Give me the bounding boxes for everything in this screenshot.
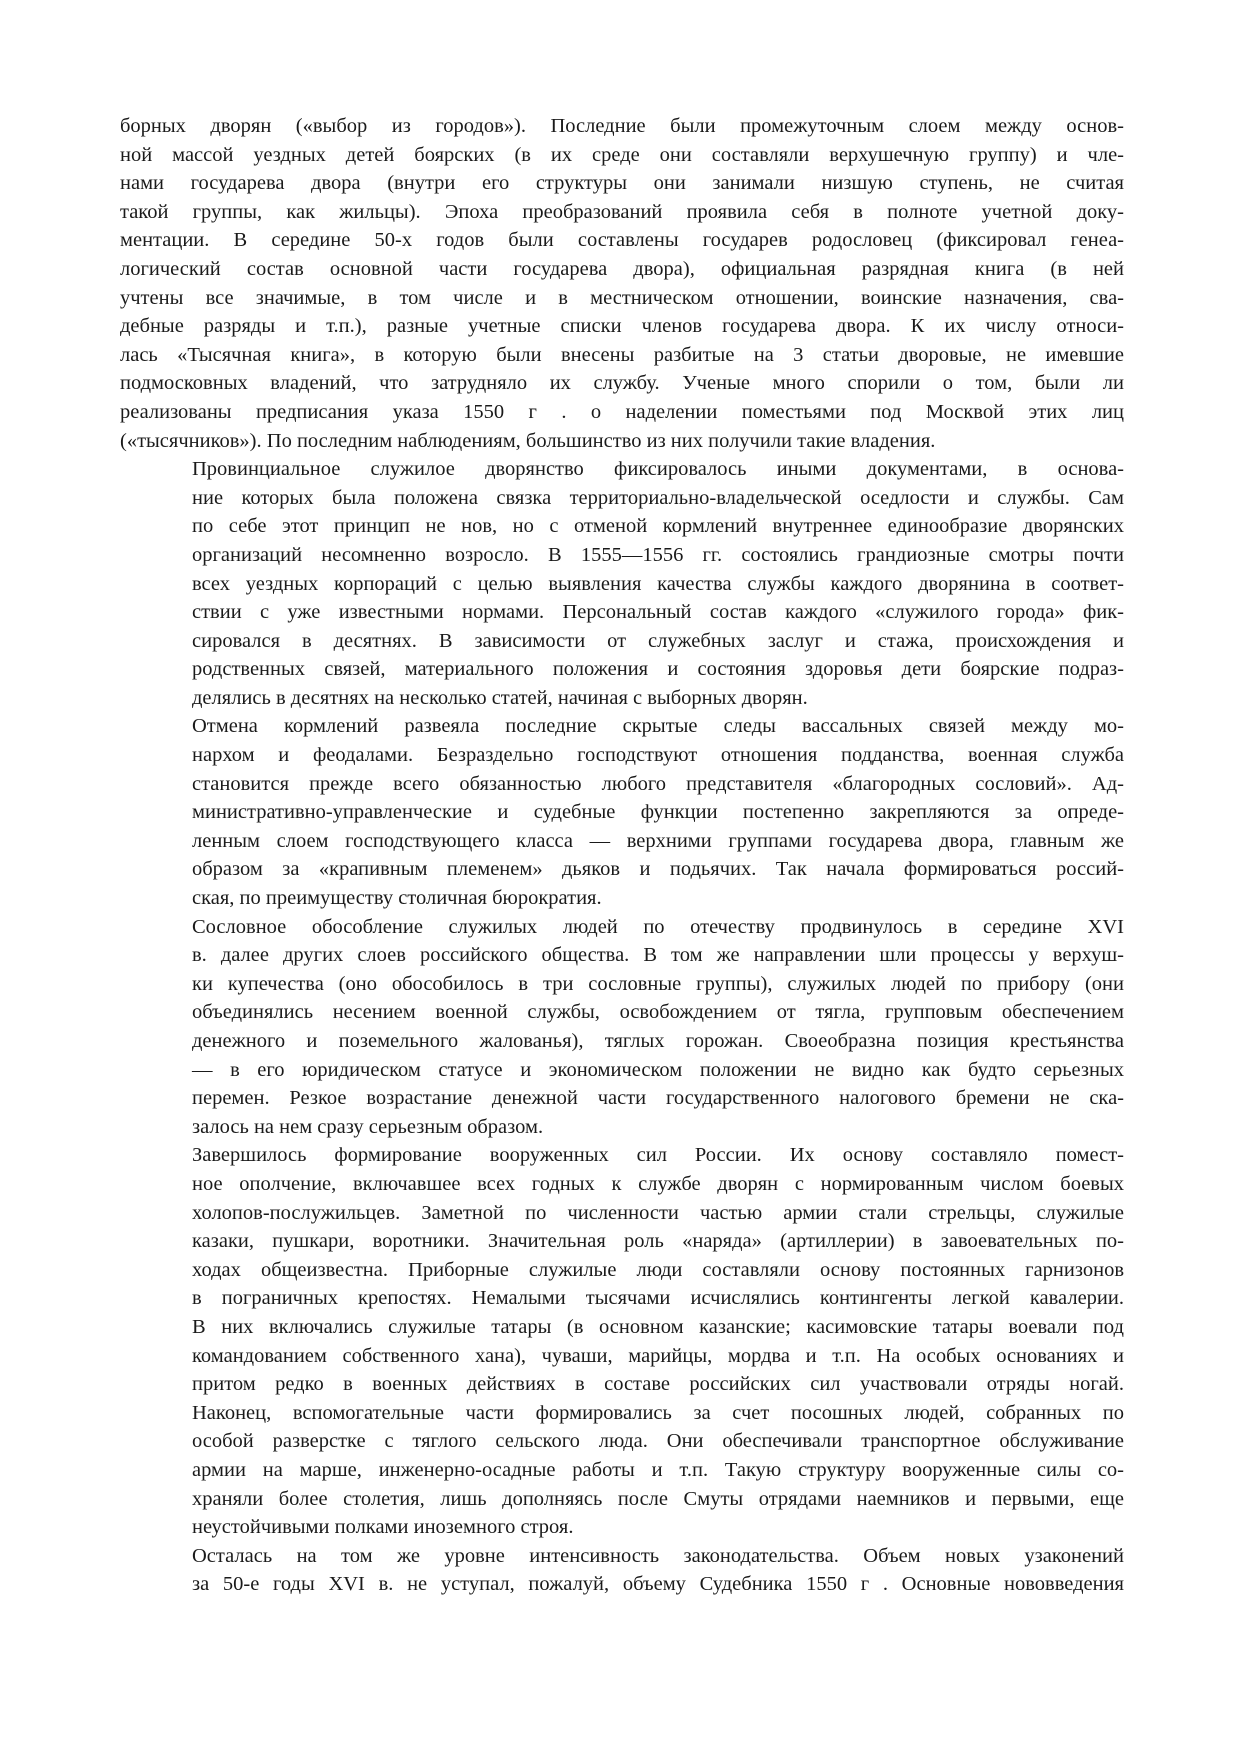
document-page [120, 112, 1124, 1599]
text-line: лась «Тысячная книга», в которую были внесены разбитые на 3 статьи дворовые, не имевшие [120, 343, 1124, 366]
text-line: неустойчивыми полками иноземного строя. [192, 1516, 574, 1539]
text-line: всех уездных корпораций с целью выявления качества службы каждого дворянина в соответ- [192, 572, 1124, 595]
paragraph [120, 712, 1124, 912]
text-line: ной массой уездных детей боярских (в их среде они составляли верхушечную группу) и чле- [120, 143, 1124, 166]
text-line: нами государева двора (внутри его структуры они занимали низшую ступень, не считая [120, 172, 1124, 195]
text-line: армии на марше, инженерно-осадные работы и т.п. Такую структуру вооруженные силы со- [192, 1458, 1124, 1481]
text-line: ходах общеизвестна. Приборные служилые люди составляли основу постоянных гарнизонов [192, 1258, 1124, 1281]
text-line: организаций несомненно возросло. В 1555—1556 гг. состоялись грандиозные смотры почти [192, 543, 1124, 566]
text-line: особой разверстке с тяглого сельского люда. Они обеспечивали транспортное обслуживание [192, 1430, 1124, 1453]
text-line: перемен. Резкое возрастание денежной части государственного налогового бремени не ска- [192, 1087, 1124, 1110]
text-line: реализованы предписания указа 1550 г . о наделении поместьями под Москвой этих лиц [120, 400, 1124, 423]
paragraph [120, 112, 1124, 455]
text-line: родственных связей, материального положения и состояния здоровья дети боярские подраз- [192, 658, 1124, 681]
text-line: командованием собственного хана), чуваши, марийцы, мордва и т.п. На особых основаниях и [192, 1344, 1124, 1367]
text-line: холопов-послужильцев. Заметной по численности частью армии стали стрельцы, служилые [192, 1201, 1124, 1224]
text-line: казаки, пушкари, воротники. Значительная роль «наряда» (артиллерии) в завоевательных по- [192, 1230, 1124, 1253]
text-line: ки купечества (оно обособилось в три сословные группы), служилых людей по прибору (они [192, 972, 1124, 995]
text-line: по себе этот принцип не нов, но с отменой кормлений внутреннее единообразие дворянских [192, 515, 1124, 538]
document-body [120, 112, 1124, 1599]
text-line: борных дворян («выбор из городов»). Последние были промежуточным слоем между основ- [120, 115, 1124, 137]
text-line: Провинциальное служилое дворянство фиксировалось иными документами, в основа- [192, 458, 1124, 481]
text-line: за 50-е годы XVI в. не уступал, пожалуй, объему Судебника 1550 г . Основные нововведения [192, 1573, 1124, 1596]
text-line: логический состав основной части государева двора), официальная разрядная книга (в ней [120, 257, 1124, 280]
text-line: Отмена кормлений развеяла последние скрытые следы вассальных связей между мо- [192, 715, 1124, 738]
paragraph [120, 1141, 1124, 1541]
text-line: Сословное обособление служилых людей по отечеству продвинулось в середине XVI [192, 915, 1124, 938]
text-line: Осталась на том же уровне интенсивность законодательства. Объем новых узаконений [192, 1544, 1124, 1567]
text-line: денежного и поземельного жалованья), тяглых горожан. Своеобразна позиция крестьянства [192, 1030, 1124, 1052]
text-line: ская, по преимуществу столичная бюрократия. [192, 887, 602, 910]
text-line: объединялись несением военной службы, освобождением от тягла, групповым обеспечением [192, 1001, 1124, 1024]
text-line: становится прежде всего обязанностью любого представителя «благородных сословий». Ад- [192, 772, 1124, 795]
text-line: образом за «крапивным племенем» дьяков и подьячих. Так начала формироваться россий- [192, 858, 1124, 881]
text-line: в. далее других слоев российского общества. В том же направлении шли процессы у верхуш- [192, 944, 1124, 967]
text-line: («тысячников»). По последним наблюдениям, большинство из них получили такие владения. [120, 429, 936, 452]
text-line: нархом и феодалами. Безраздельно господствуют отношения подданства, военная служба [192, 744, 1124, 767]
text-line: дебные разряды и т.п.), разные учетные списки членов государева двора. К их числу относи- [120, 315, 1124, 338]
text-line: ние которых была положена связка территориально-владельческой оседлости и службы. Сам [192, 486, 1124, 509]
text-line: сировался в десятнях. В зависимости от служебных заслуг и стажа, происхождения и [192, 629, 1124, 652]
text-line: ное ополчение, включавшее всех годных к службе дворян с нормированным числом боевых [192, 1172, 1124, 1195]
text-line: залось на нем сразу серьезным образом. [192, 1115, 544, 1138]
paragraph [120, 913, 1124, 1142]
text-line: ментации. В середине 50-х годов были составлены государев родословец (фиксировал генеа- [120, 229, 1124, 252]
text-line: Наконец, вспомогательные части формировались за счет посошных людей, собранных по [192, 1401, 1124, 1424]
text-line: Завершилось формирование вооруженных сил России. Их основу составляло помест- [192, 1144, 1124, 1167]
text-line: подмосковных владений, что затрудняло их службу. Ученые много спорили о том, были ли [120, 372, 1124, 395]
text-line: учтены все значимые, в том числе и в местническом отношении, воинские назначения, сва- [120, 286, 1124, 309]
text-line: такой группы, как жильцы). Эпоха преобразований проявила себя в полноте учетной доку- [120, 200, 1124, 223]
text-line: В них включались служилые татары (в основном казанские; касимовские татары воевали под [192, 1315, 1124, 1338]
text-line: ствии с уже известными нормами. Персональный состав каждого «служилого города» фик- [192, 601, 1124, 624]
text-line: притом редко в военных действиях в составе российских сил участвовали отряды ногай. [192, 1373, 1124, 1396]
paragraph [120, 1542, 1124, 1599]
text-line: ленным слоем господствующего класса — верхними группами государева двора, главным же [192, 829, 1124, 852]
text-line: — в его юридическом статусе и экономическом положении не видно как будто серьезных [192, 1058, 1124, 1081]
paragraph [120, 455, 1124, 712]
text-line: храняли более столетия, лишь дополняясь после Смуты отрядами наемников и первыми, еще [192, 1487, 1124, 1510]
text-line: в пограничных крепостях. Немалыми тысячами исчислялись контингенты легкой кавалерии. [192, 1287, 1124, 1310]
text-line: министративно-управленческие и судебные функции постепенно закрепляются за опреде- [192, 801, 1124, 824]
text-line: делялись в десятнях на несколько статей, начиная с выборных дворян. [192, 686, 808, 709]
